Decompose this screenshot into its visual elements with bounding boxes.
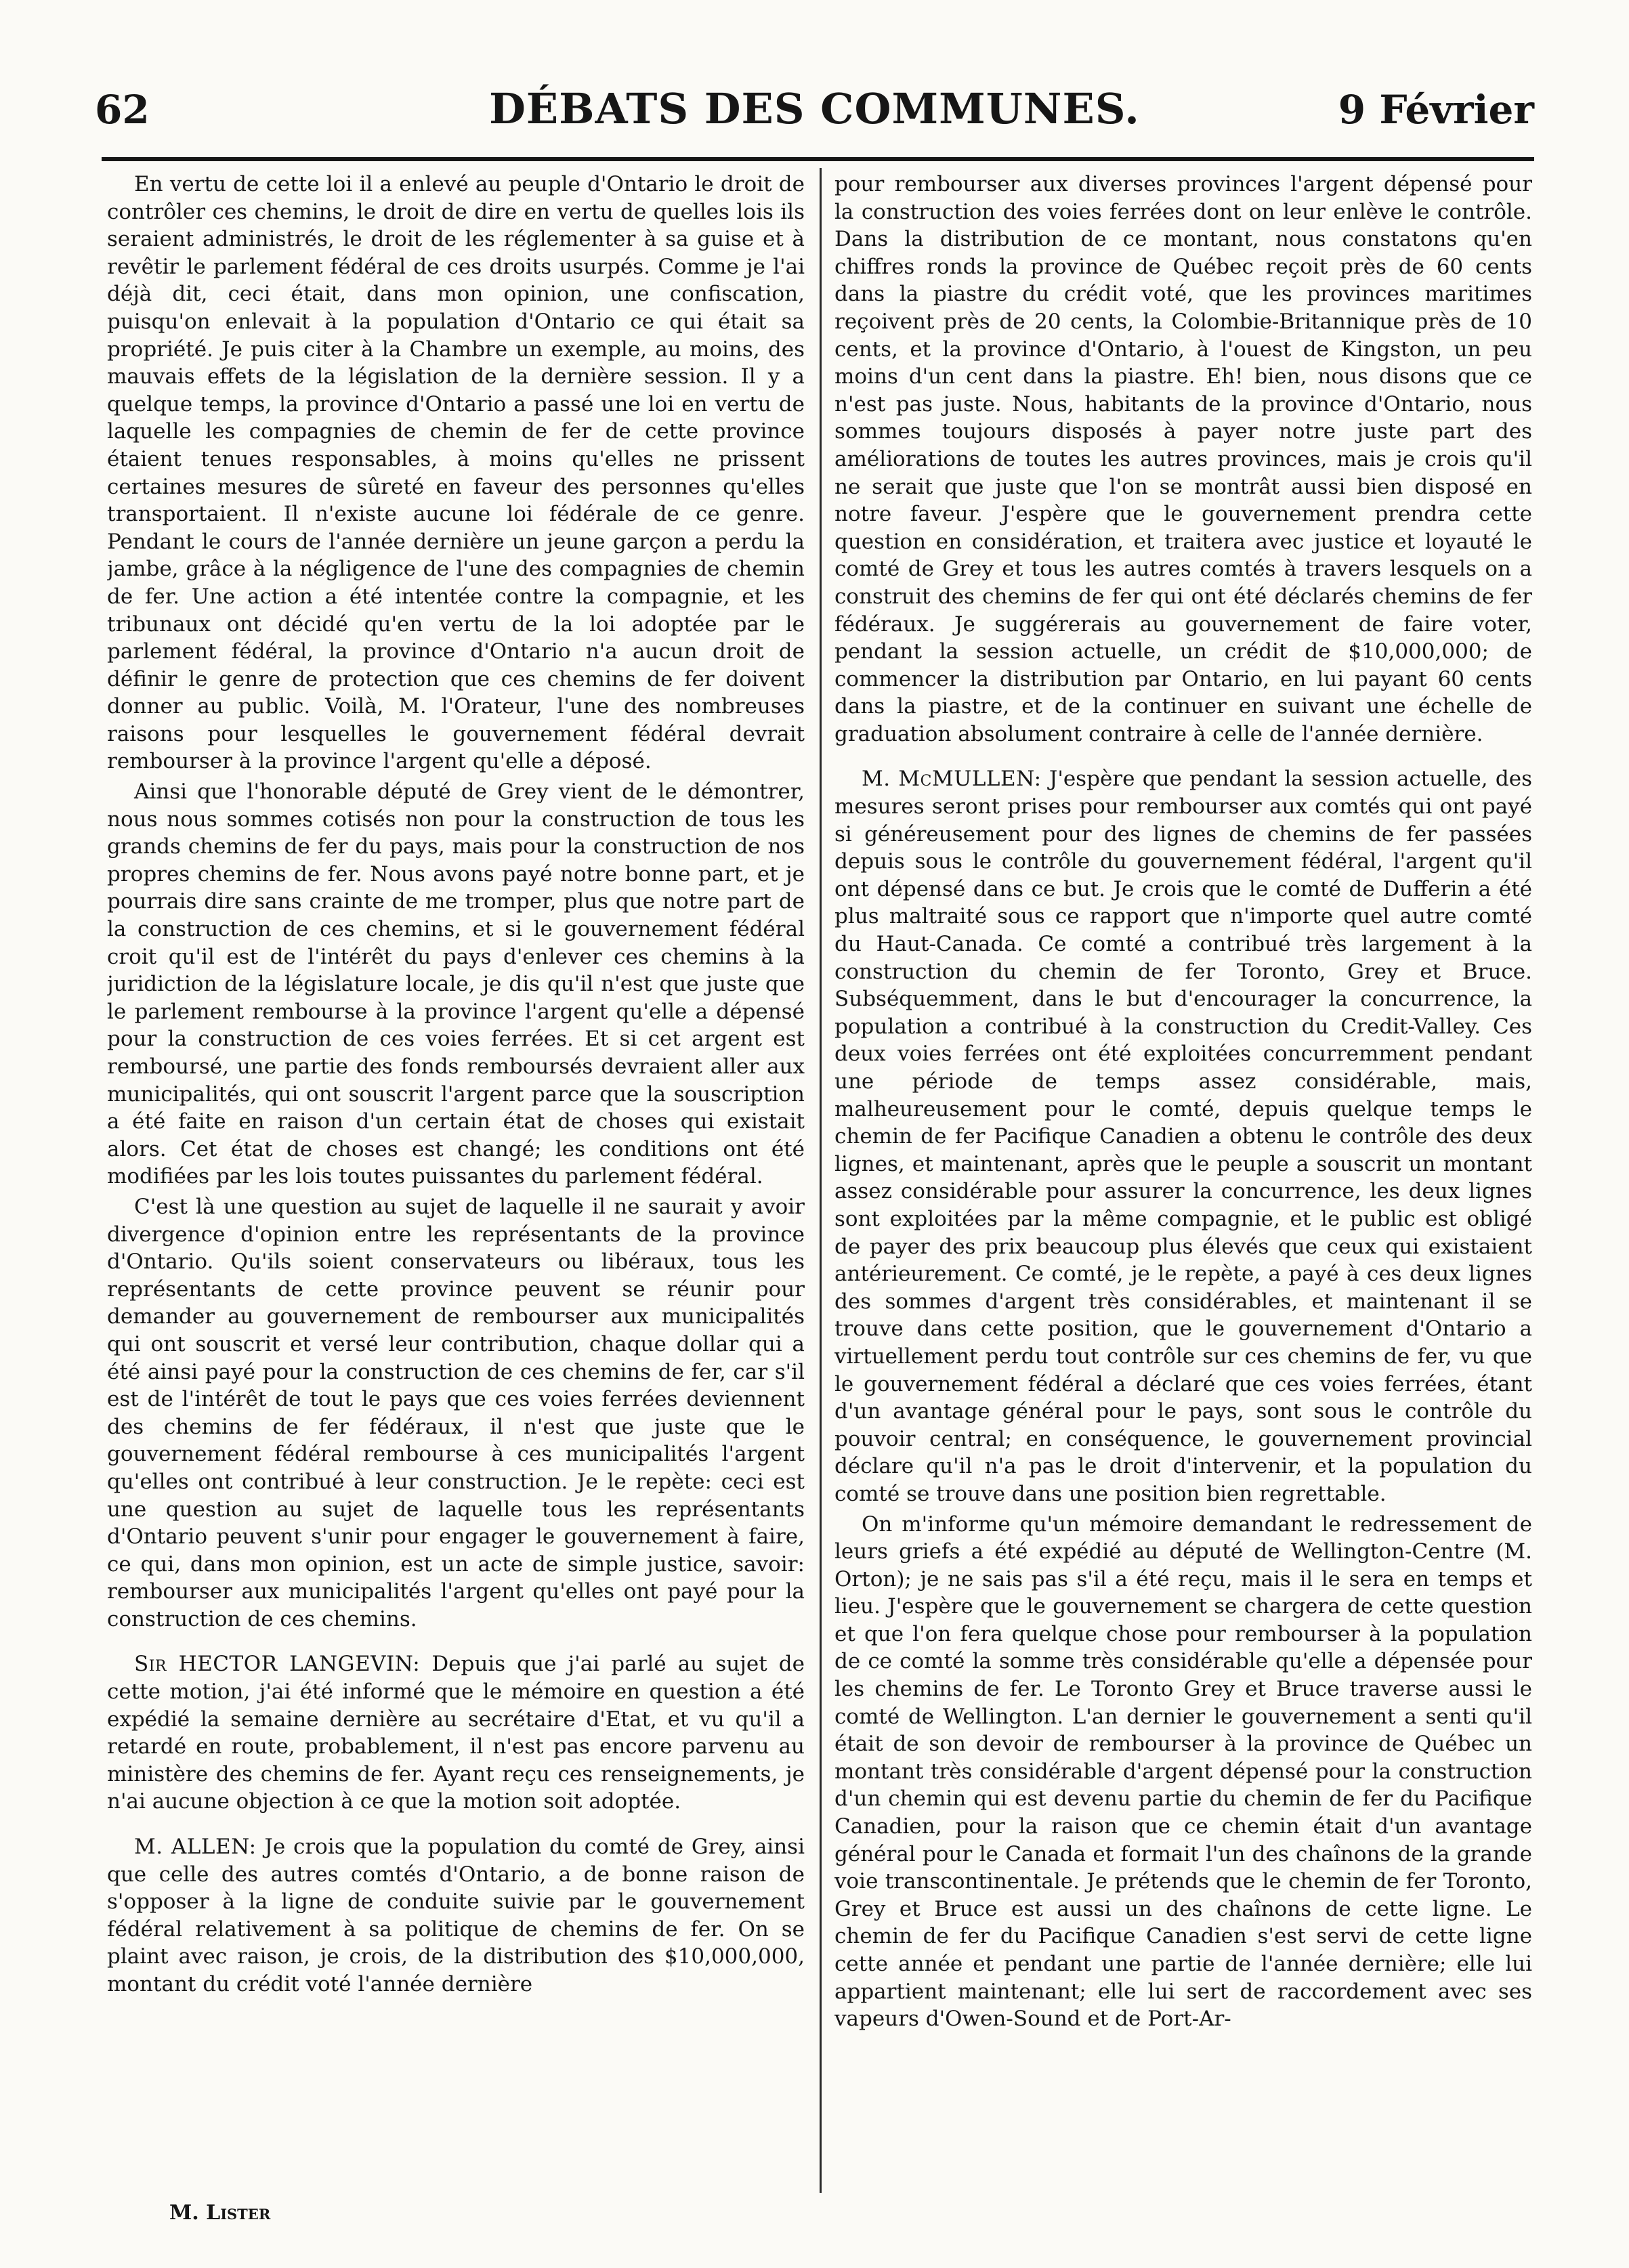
left-column	[107, 171, 805, 2202]
speech-text: Depuis que j'ai parlé au sujet de cette motion, j'ai été informé que le mémoire en question a été expédié la semaine dernière au secrétaire d'Etat, et vu qu'il a retardé en route, probablement, il n'est pas encore parvenu au ministère des chemins de fer. Ayant reçu ces renseignements, je n'ai aucune objection à ce que la motion soit adoptée.	[107, 1652, 805, 1814]
speech-paragraph	[107, 1650, 805, 1816]
speaker-name: M. ALLEN:	[134, 1835, 257, 1860]
speech-text: Je crois que la population du comté de Grey, ainsi que celle des autres comtés d'Ontario, a de bonne raison de s'opposer à la ligne de conduite suivie par le gouvernement fédéral relativement à sa politique de chemins de fer. On se plaint avec raison, je crois, de la distribution des $10,000,000, montant du crédit voté l'année dernière	[107, 1835, 805, 1996]
page-date: 9 Février	[1338, 87, 1534, 133]
speaker-name: Sir HECTOR LANGEVIN:	[134, 1652, 421, 1677]
speech-paragraph	[834, 765, 1532, 1507]
speech-paragraph	[107, 1833, 805, 1998]
header-rule	[102, 157, 1534, 161]
column-divider	[820, 168, 822, 2193]
page-number: 62	[95, 87, 150, 133]
page-header	[95, 80, 1534, 141]
speech-text: J'espère que pendant la session actuelle, des mesures seront prises pour rembourser aux comtés qui ont payé si généreusement pour des lignes de chemins de fer passées depuis sous le contrôle du gouvernement fédéral, l'argent qu'il ont dépensé dans ce but. Je crois que le comté de Dufferin a été plus maltraité sous ce rapport que n'importe quel autre comté du Haut-Canada. Ce comté a contribué très largement à la construction du chemin de fer Toronto, Grey et Bruce. Subséquemment, dans le but d'encourager la concurrence, la population a contribué à la construction du Credit-Valley. Ces deux voies ferrées ont été exploitées concurremment pendant une période de temps assez considérable, mais, malheureusement pour le comté, depuis quelque temps le chemin de fer Pacifique Canadien a obtenu le contrôle des deux lignes, et maintenant, après que le peuple a souscrit un montant assez considérable pour assurer la concurrence, les deux lignes sont exploitées par la même compagnie, et le public est obligé de payer des prix beaucoup plus élevés que ceux qui existaient antérieurement. Ce comté, je le repète, a payé à ces deux lignes des sommes d'argent très considérables, et maintenant il se trouve dans cette position, que le gouvernement d'Ontario a virtuellement perdu tout contrôle sur ces chemins de fer, vu que le gouvernement fédéral a déclaré que ces voies ferrées, étant d'un avantage général pour le pays, sont sous le contrôle du pouvoir central; en conséquence, le gouvernement provincial déclare qu'il n'a pas le droit d'intervenir, et la population du comté se trouve dans une position bien regrettable.	[834, 767, 1532, 1506]
paragraph: On m'informe qu'un mémoire demandant le redressement de leurs griefs a été expédié au député de Wellington-Centre (M. Orton); je ne sais pas s'il a été reçu, mais il le sera en temps et lieu. J'espère que le gouvernement se chargera de cette question et que l'on fera quelque chose pour rembourser à la population de ce comté la somme très considérable qu'elle a dépensée pour les chemins de fer. Le Toronto Grey et Bruce traverse aussi le comté de Wellington. L'an dernier le gouvernement a senti qu'il était de son devoir de rembourser à la province de Québec un montant très considérable d'argent dépensé pour la construction d'un chemin qui est devenu partie du chemin de fer du Pacifique Canadien, pour la raison que ce chemin était d'un avantage général pour le Canada et formait l'un des chaînons de la grande voie transcontinentale. Je prétends que le chemin de fer Toronto, Grey et Bruce est aussi un des chaînons de cette ligne. Le chemin de fer du Pacifique Canadien s'est servi de cette ligne cette année et pendant une partie de l'année dernière; elle lui appartient maintenant; elle lui sert de raccordement avec ses vapeurs d'Owen-Sound et de Port-Ar-	[834, 1512, 1532, 2032]
paragraph: En vertu de cette loi il a enlevé au peuple d'Ontario le droit de contrôler ces chemins, le droit de dire en vertu de quelles lois ils seraient administrés, le droit de les réglementer à sa guise et à revêtir le parlement fédéral de ces droits usurpés. Comme je l'ai déjà dit, ceci était, dans mon opinion, une confiscation, puisqu'on enlevait à la population d'Ontario ce qui était sa propriété. Je puis citer à la Chambre un exemple, au moins, des mauvais effets de la législation de la dernière session. Il y a quelque temps, la province d'Ontario a passé une loi en vertu de laquelle les compagnies de chemin de fer de cette province étaient tenues responsables, à moins qu'elles ne prissent certaines mesures de sûreté en faveur des personnes qu'elles transportaient. Il n'existe aucune loi fédérale de ce genre. Pendant le cours de l'année dernière un jeune garçon a perdu la jambe, grâce à la négligence de l'une des compagnies de chemin de fer. Une action a été intentée contre la compagnie, et les tribunaux ont décidé qu'en vertu de la loi adoptée par le parlement fédéral, la province d'Ontario n'a aucun droit de définir le genre de protection que ces chemins de fer doivent donner au public. Voilà, M. l'Orateur, l'une des nombreuses raisons pour lesquelles le gouvernement fédéral devrait rembourser à la province l'argent qu'elle a déposé.	[107, 172, 805, 774]
footer-signature: M. Lister	[169, 2201, 271, 2225]
paragraph: pour rembourser aux diverses provinces l'argent dépensé pour la construction des voies ferrées dont on leur enlève le contrôle. Dans la distribution de ce montant, nous constatons qu'en chiffres ronds la province de Québec reçoit près de 60 cents dans la piastre du crédit voté, que les provinces maritimes reçoivent près de 20 cents, la Colombie-Britannique près de 10 cents, et la province d'Ontario, à l'ouest de Kingston, un peu moins d'un cent dans la piastre. Eh! bien, nous disons que ce n'est pas juste. Nous, habitants de la province d'Ontario, nous sommes toujours disposés à payer notre juste part des améliorations de toutes les autres provinces, mais je crois qu'il ne serait que juste que l'on se montrât aussi bien disposé en notre faveur. J'espère que le gouvernement prendra cette question en considération, et traitera avec justice et loyauté le comté de Grey et tous les autres comtés à travers lesquels on a construit des chemins de fer qui ont été déclarés chemins de fer fédéraux. Je suggérerais au gouvernement de faire voter, pendant la session actuelle, un crédit de $10,000,000; de commencer la distribution par Ontario, en lui payant 60 cents dans la piastre, et de la continuer en suivant une échelle de graduation absolument contraire à celle de l'année dernière.	[834, 172, 1532, 746]
right-column	[834, 171, 1532, 2202]
speaker-name: M. McMULLEN:	[862, 767, 1042, 792]
paragraph: Ainsi que l'honorable député de Grey vient de le démontrer, nous nous sommes cotisés non pour la construction de tous les grands chemins de fer du pays, mais pour la construction de nos propres chemins de fer. Nous avons payé notre bonne part, et je pourrais dire sans crainte de me tromper, plus que notre part de la construction de ces chemins, et si le gouvernement fédéral croit qu'il est de l'intérêt du pays d'enlever ces chemins à la juridiction de la législature locale, je dis qu'il n'est que juste que le parlement rembourse à la province l'argent qu'elle a dépensé pour la construction de ces voies ferrées. Et si cet argent est remboursé, une partie des fonds remboursés devraient aller aux municipalités, qui ont souscrit l'argent parce que la souscription a été faite en raison d'un certain état de choses qui existait alors. Cet état de choses est changé; les conditions ont été modifiées par les lois toutes puissantes du parlement fédéral.	[107, 779, 805, 1189]
paragraph: C'est là une question au sujet de laquelle il ne saurait y avoir divergence d'opinion entre les représentants de la province d'Ontario. Qu'ils soient conservateurs ou libéraux, tous les représentants de cette province peuvent se réunir pour demander au gouvernement de rembourser aux municipalités qui ont souscrit et versé leur contribution, chaque dollar qui a été ainsi payé pour la construction de ces chemins de fer, car s'il est de l'intérêt de tout le pays que ces voies ferrées deviennent des chemins de fer fédéraux, il n'est que juste que le gouvernement fédéral rembourse à ces municipalités l'argent qu'elles ont contribué à leur construction. Je le repète: ceci est une question au sujet de laquelle tous les représentants d'Ontario peuvent s'unir pour engager le gouvernement à faire, ce qui, dans mon opinion, est un acte de simple justice, savoir: rembourser aux municipalités l'argent qu'elles ont payé pour la construction de ces chemins.	[107, 1194, 805, 1631]
page-title: DÉBATS DES COMMUNES.	[489, 84, 1140, 133]
